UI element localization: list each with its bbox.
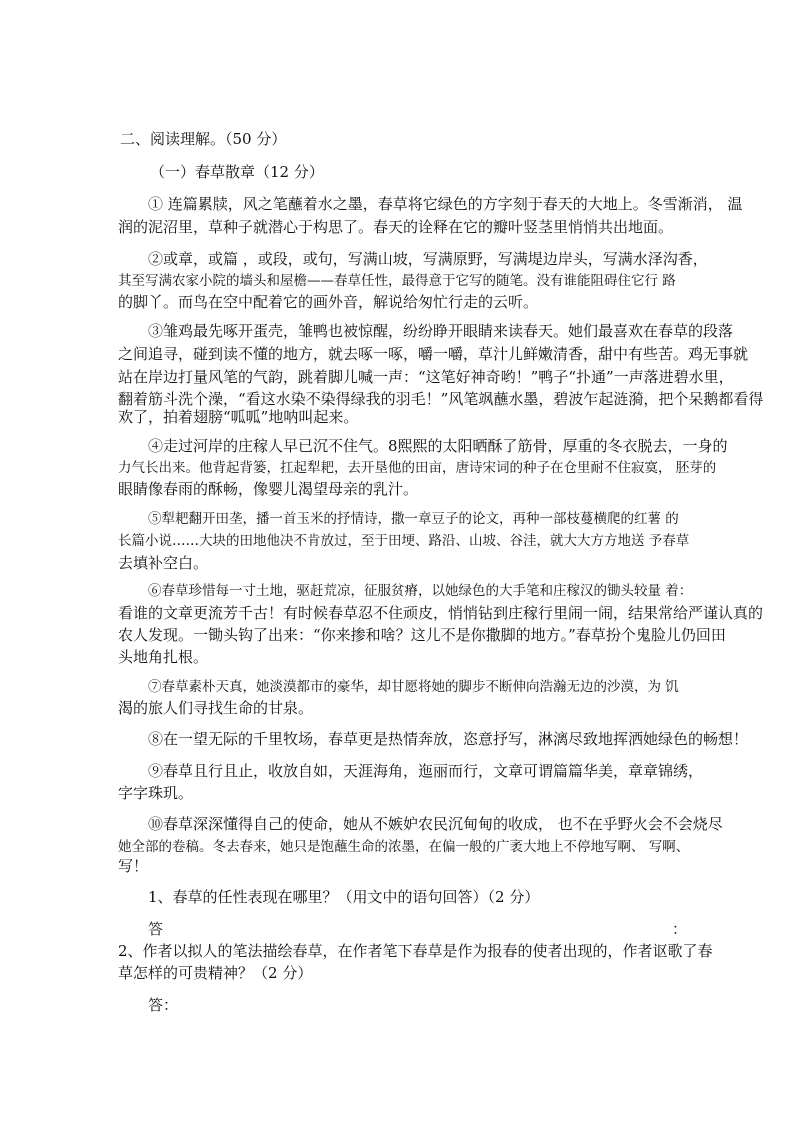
paragraph-10-line-3: 写！	[118, 857, 149, 875]
paragraph-4-line-2: 力气长出来。他背起背篓，扛起犁耙，去开垦他的田亩，唐诗宋词的种子在仓里耐不住寂寞， 胚芽的	[118, 460, 717, 476]
question-1-answer-label: 答	[148, 920, 164, 938]
paragraph-10-line-1: ⑩春草深深懂得自己的使命，她从不嫉妒农民沉甸甸的收成， 也不在乎野火会不会烧尽	[148, 815, 723, 833]
paragraph-7-line-2: 渴的旅人们寻找生命的甘泉。	[118, 699, 314, 717]
question-1-answer-colon: ：	[672, 920, 688, 938]
paragraph-8-line-1: ⑧在一望无际的千里牧场，春草更是热情奔放，恣意抒写，淋漓尽致地挥洒她绿色的畅想！	[148, 730, 749, 748]
question-2-answer-label: 答：	[148, 996, 179, 1014]
paragraph-1-line-2: 润的泥沼里，草种子就潜心于构思了。春天的诠释在它的瓣叶竖茎里悄悄共出地面。	[118, 218, 674, 236]
paragraph-3-line-3: 站在岸边打量风笔的气韵，跳着脚儿喊一声：“这笔好神奇哟！”鸭子“扑通”一声落进碧水里，	[118, 368, 734, 386]
paragraph-2-line-2: 其至写满农家小院的墙头和屋檐——春草任性，最得意于它写的随笔。没有谁能阻碍住它行 路	[118, 273, 676, 289]
paragraph-5-line-2: 长篇小说……大块的田地他决不肯放过，至于田埂、路沿、山坡、谷洼，就大大方方地送 予春草	[118, 533, 690, 549]
paragraph-2-line-1: ②或章，或篇 ，或段，或句，写满山坡，写满原野，写满堤边岸头，写满水泽沟香，	[148, 250, 708, 268]
question-2-line-1: 2、作者以拟人的笔法描绘春草，在作者笔下春草是作为报春的使者出现的，作者讴歌了春	[118, 942, 713, 960]
section-title: 二、阅读理解。（50 分）	[120, 130, 287, 148]
paragraph-5-line-3: 去填补空白。	[118, 554, 209, 572]
passage-title: （一）春草散章（12 分）	[150, 163, 324, 181]
paragraph-10-line-2: 她全部的卷稿。冬去春来，她只是饱蘸生命的浓墨，在偏一般的广袤大地上不停地写啊、 写啊、	[118, 839, 690, 855]
paragraph-6-line-1: ⑥春草珍惜每一寸土地，驱赶荒凉，征服贫瘠，以她绿色的大手笔和庄稼汉的锄头较量 着：	[148, 583, 693, 599]
paragraph-3-line-2: 之间追寻，碰到读不懂的地方，就去啄一啄，嚼一嚼，草汁儿鲜嫩清香，甜中有些苦。鸡无事就	[118, 345, 749, 363]
paragraph-1-line-1: ① 连篇累牍，风之笔蘸着水之墨，春草将它绿色的方字刻于春天的大地上。冬雪渐消， 温	[148, 195, 743, 213]
paragraph-2-line-3: 的脚丫。而鸟在空中配着它的画外音，解说给匆忙行走的云听。	[118, 293, 539, 311]
paragraph-6-line-2: 看谁的文章更流芳千古！有时候春草忍不住顽皮，悄悄钻到庄稼行里闹一闹，结果常给严谨认真的	[118, 604, 764, 622]
paragraph-7-line-1: ⑦春草素朴天真，她淡漠都市的豪华，却甘愿将她的脚步不断伸向浩瀚无边的沙漠，为 饥	[148, 679, 679, 695]
paragraph-5-line-1: ⑤犁耙翻开田垄，播一首玉米的抒情诗，撒一章豆子的论文，再种一部枝蔓横爬的红薯 的	[148, 511, 679, 527]
question-2-line-2: 草怎样的可贵精神？（2 分）	[118, 964, 313, 982]
paragraph-6-line-4: 头地角扎根。	[118, 648, 209, 666]
paragraph-3-line-1: ③雏鸡最先啄开蛋壳，雏鸭也被惊醒，纷纷睁开眼睛来读春天。她们最喜欢在春草的段落	[148, 322, 734, 340]
paragraph-9-line-2: 字字珠玑。	[118, 784, 194, 802]
paragraph-4-line-3: 眼睛像春雨的酥畅，像婴儿渴望母亲的乳汁。	[118, 480, 419, 498]
paragraph-3-line-5: 欢了，拍着翅膀“呱呱”地呐叫起来。	[118, 408, 359, 426]
paragraph-4-line-1: ④走过河岸的庄稼人早已沉不住气。8熙熙的太阳晒酥了筋骨，厚重的冬衣脱去，一身的	[148, 437, 728, 455]
paragraph-3-line-4: 翻着筋斗洗个澡，“看这水染不染得绿我的羽毛！”风笔飒蘸水墨，碧波乍起涟漪，把个呆鹅都看得	[118, 390, 764, 408]
question-1-text: 1、春草的任性表现在哪里？（用文中的语句回答）（2 分）	[148, 888, 540, 906]
paragraph-6-line-3: 农人发现。一锄头钩了出来：“你来掺和啥？这儿不是你撒脚的地方。”春草扮个鬼脸儿仍回田	[118, 626, 726, 644]
paragraph-9-line-1: ⑨春草且行且止，收放自如，天涯海角，迤丽而行，文章可谓篇篇华美，章章锦绣，	[148, 762, 704, 780]
